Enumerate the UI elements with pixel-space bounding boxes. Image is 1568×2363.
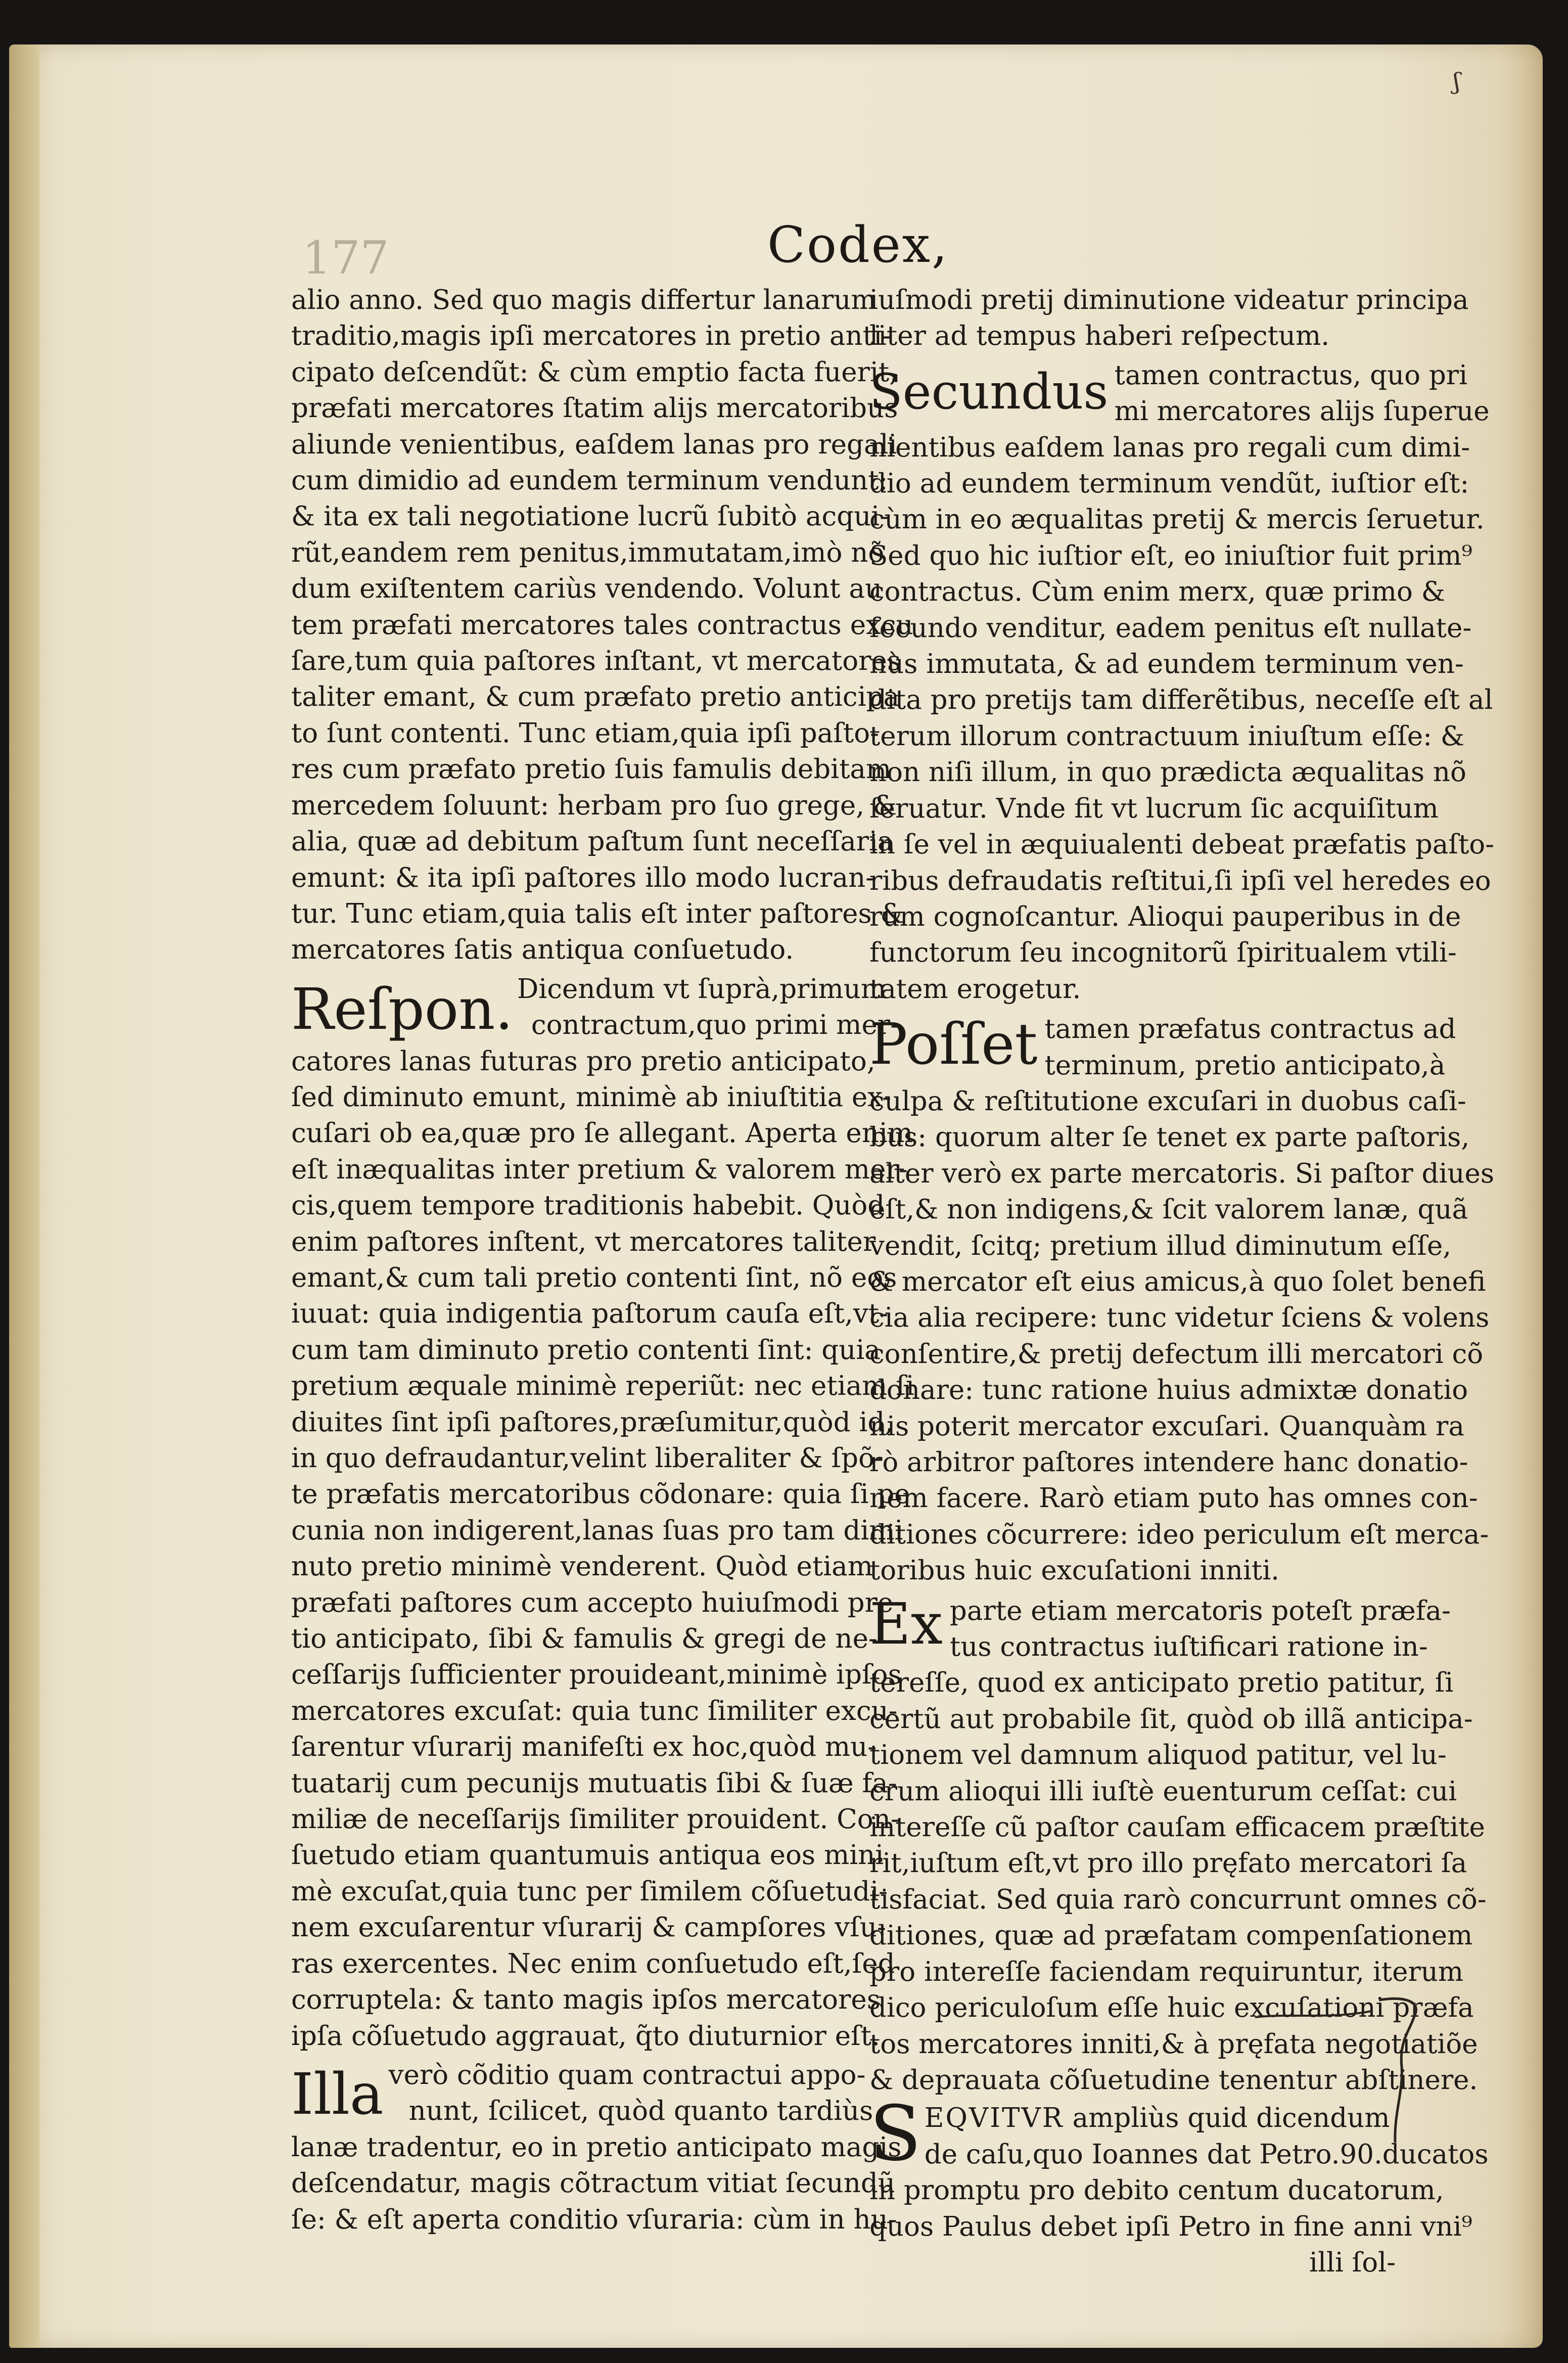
text-line: emunt: & ita ipſi paſtores illo modo lucran- [291, 862, 875, 893]
text-line: contractum,quo primi mer- [531, 1010, 900, 1041]
text-line: catores lanas futuras pro pretio anticipato, [291, 1046, 875, 1077]
secundus-body [869, 430, 1495, 1008]
text-line: & ita ex tali negotiatione lucrũ ſubitò acqui- [291, 501, 889, 532]
text-line: eſt,& non indigens,& ſcit valorem lanæ, quã [869, 1194, 1468, 1225]
text-line: ras exercentes. Nec enim conſuetudo eſt,ſed [291, 1948, 895, 1979]
text-line: tamen præfatus contractus ad [1044, 1014, 1456, 1045]
text-line: præfati mercatores ſtatim alijs mercatoribus [291, 393, 898, 424]
text-line: enim paſtores inſtent, vt mercatores taliter [291, 1226, 876, 1257]
section-heading-illa: Illa [291, 2061, 384, 2127]
text-line: diuites ſint ipſi paſtores,præſumitur,quòd id, [291, 1406, 894, 1438]
text-line: de caſu,quo Ioannes dat Petro.90.ducatos [924, 2139, 1489, 2170]
text-line: vendit, ſcitq; pretium illud diminutum eſſe, [869, 1230, 1452, 1261]
text-line: crum alioqui illi iuſtè euenturum ceſſat: cui [869, 1776, 1457, 1807]
folio-number-ghost: 177 [302, 232, 389, 285]
respon-body [291, 1043, 914, 2054]
text-line: deſcendatur, magis cõtractum vitiat ſecundũ [291, 2168, 895, 2199]
text-line: terminum, pretio anticipato,à [1044, 1050, 1446, 1081]
text-line: toribus huic excuſationi inniti. [869, 1555, 1279, 1586]
text-line: ſed diminuto emunt, minimè ab iniuſtitia ex- [291, 1081, 892, 1113]
text-line: non niſi illum, in quo prædicta æqualitas nõ [869, 757, 1466, 788]
text-line: traditio,magis ipſi mercatores in pretio anti- [291, 321, 891, 352]
text-line: cùm in eo æqualitas pretij & mercis ſeruetur. [869, 504, 1485, 535]
text-line: corruptela: & tanto magis ipſos mercatores [291, 1984, 881, 2016]
left-column [291, 282, 914, 2238]
text-line: cuſari ob ea,quæ pro ſe allegant. Aperta enim [291, 1118, 913, 1149]
text-line: & deprauata cõſuetudine tenentur abſtinere. [869, 2064, 1478, 2096]
text-line: pretium æquale minimè reperiũt: nec etiam ſi [291, 1371, 914, 1402]
text-line: ribus defraudatis reſtitui,ſi ipſi vel heredes eo [869, 865, 1491, 896]
text-line: emant,& cum tali pretio contenti ſint, nõ eos [291, 1262, 897, 1293]
text-line: rum cognoſcantur. Alioqui pauperibus in de [869, 901, 1461, 932]
text-line: tem præfati mercatores tales contractus excu [291, 609, 913, 641]
text-line: nientibus eaſdem lanas pro regali cum dimi- [869, 432, 1470, 463]
book-page [9, 44, 1543, 2348]
text-line: rò arbitror paſtores intendere hanc donatio- [869, 1447, 1468, 1478]
section-heading-secundus: Secundus [869, 363, 1109, 420]
text-line: rit,iuſtum eſt,vt pro illo pręfato mercatori ſa [869, 1848, 1467, 1879]
text-line: alio anno. Sed quo magis differtur lanarum [291, 285, 877, 315]
text-line: Dicendum vt ſuprà,primum [517, 973, 887, 1005]
catchword: illi ſol- [1309, 2247, 1396, 2278]
text-line: ſuetudo etiam quantumuis antiqua eos mini [291, 1840, 884, 1871]
handwritten-bracket-mark [1374, 1996, 1435, 2148]
section-heading-respon: Reſpon. [291, 976, 513, 1042]
text-line: iuſmodi pretij diminutione videatur principa [869, 285, 1469, 315]
text-line: cum dimidio ad eundem terminum vendunt: [291, 465, 888, 496]
text-line: quos Paulus debet ipſi Petro in fine anni vni⁹ [869, 2211, 1472, 2242]
text-line: certũ aut probabile ſit, quòd ob illã anticipa- [869, 1703, 1473, 1735]
text-line: tus contractus iuſtificari ratione in- [949, 1631, 1428, 1663]
text-line: taliter emant, & cum præfato pretio anticipa [291, 681, 900, 713]
right-column [869, 282, 1495, 2281]
text-line: lanæ tradentur, eo in pretio anticipato magis [291, 2131, 902, 2163]
right-column-opening [869, 282, 1469, 354]
text-line: to ſunt contenti. Tunc etiam,quia ipſi paſto- [291, 717, 880, 749]
text-line: pro intereſſe faciendam requiruntur, iterum [869, 1956, 1464, 1987]
ex-section [869, 1591, 1451, 1665]
text-line: tisfaciat. Sed quia rarò concurrunt omnes cõ- [869, 1884, 1487, 1915]
text-line: tuatarij cum pecunijs mutuatis ſibi & ſuæ fa- [291, 1767, 897, 1799]
text-line: dum exiſtentem cariùs vendendo. Volunt au [291, 573, 883, 605]
text-line: bus: quorum alter ſe tenet ex parte paſtoris, [869, 1122, 1470, 1153]
text-line: ſarentur vſurarij manifeſti ex hoc,quòd mu- [291, 1732, 877, 1763]
text-line: ceſſarijs ſufficienter prouideant,minimè ipſos [291, 1659, 902, 1691]
text-line: in ſe vel in æquiualenti debeat præfatis paſto- [869, 829, 1495, 860]
text-line: parte etiam mercatoris poteſt præfa- [949, 1595, 1451, 1626]
sequitur-line1: ampliùs quid dicendum [1072, 2103, 1390, 2134]
text-line: ſecundo venditur, eadem penitus eſt nullate- [869, 612, 1472, 644]
illa-body [291, 2129, 902, 2238]
text-line: eſt inæqualitas inter pretium & valorem mer- [291, 1154, 908, 1185]
text-line: ditiones cõcurrere: ideo periculum eſt merca- [869, 1519, 1489, 1550]
sequitur-body [869, 2172, 1472, 2281]
text-line: tos mercatores inniti,& à pręfata negotiatiõe [869, 2028, 1478, 2060]
text-line: culpa & reſtitutione excuſari in duobus caſi- [869, 1085, 1466, 1117]
text-line: nùs immutata, & ad eundem terminum ven- [869, 649, 1464, 680]
ex-body [869, 1665, 1487, 2098]
text-line: tio anticipato, ſibi & famulis & gregi de ne- [291, 1623, 878, 1655]
text-line: tatem erogetur. [869, 973, 1081, 1005]
respon-section [291, 971, 900, 1043]
text-line: intereſſe cũ paſtor cauſam efficacem præſtite [869, 1812, 1485, 1843]
text-line: liter ad tempus haberi reſpectum. [869, 321, 1330, 352]
left-column-opening [291, 282, 913, 968]
text-line: cia alia recipere: tunc videtur ſciens & volens [869, 1302, 1490, 1334]
text-line: tamen contractus, quo pri [1114, 359, 1468, 391]
text-line: cum tam diminuto pretio contenti ſint: quia [291, 1334, 881, 1366]
text-line: Sed quo hic iuſtior eſt, eo iniuſtior fuit prim⁹ [869, 540, 1472, 571]
text-line: ditiones, quæ ad præfatam compenſationem [869, 1920, 1473, 1951]
text-line: donare: tunc ratione huius admixtæ donatio [869, 1375, 1468, 1406]
sequitur-section [869, 2090, 1489, 2178]
section-heading-ex: Ex [869, 1591, 943, 1657]
text-line: tur. Tunc etiam,quia talis eſt inter paſtores & [291, 898, 904, 929]
posset-section [869, 1011, 1456, 1083]
text-line: tionem vel damnum aliquod patitur, vel lu- [869, 1740, 1447, 1771]
text-line: dita pro pretijs tam differẽtibus, neceſſe eſt al [869, 685, 1493, 716]
text-line: iuuat: quia indigentia paſtorum cauſa eſt,vt- [291, 1298, 889, 1330]
text-line: præfati paſtores cum accepto huiuſmodi pre [291, 1587, 894, 1618]
text-line: nunt, ſcilicet, quòd quanto tardiùs [408, 2096, 873, 2127]
text-line: nem excuſarentur vſurarij & campſores vſu- [291, 1912, 886, 1943]
text-line: cis,quem tempore traditionis habebit. Quòd [291, 1190, 885, 1221]
text-line: rũt,eandem rem penitus,immutatam,imò nõ [291, 537, 885, 568]
text-line: verò cõditio quam contractui appo- [388, 2059, 866, 2091]
text-line: tereſſe, quod ex anticipato pretio patitur, ſi [869, 1667, 1454, 1699]
text-line: ſare,tum quia paſtores inſtant, vt mercatores [291, 646, 901, 677]
text-line: nis poterit mercator excuſari. Quanquàm ra [869, 1411, 1464, 1442]
illa-section [291, 2057, 873, 2129]
drop-cap-s: S [869, 2090, 921, 2178]
text-line: alia, quæ ad debitum paſtum ſunt neceſſaria [291, 826, 894, 857]
text-line: res cum præfato pretio ſuis famulis debitam [291, 754, 892, 785]
secundus-section [869, 357, 1490, 430]
text-line: contractus. Cùm enim merx, quæ primo & [869, 576, 1445, 608]
posset-body [869, 1083, 1495, 1589]
text-line: mercedem ſoluunt: herbam pro ſuo grege, & [291, 790, 897, 821]
text-line: aliunde venientibus, eaſdem lanas pro regali [291, 429, 897, 460]
corner-mark: ᶴ [1453, 65, 1462, 112]
text-line: dio ad eundem terminum vendũt, iuſtior eſt: [869, 468, 1469, 499]
text-line: mercatores excuſat: quia tunc ſimiliter excu- [291, 1695, 898, 1726]
text-line: miliæ de neceſſarijs ſimiliter prouident. Con- [291, 1804, 900, 1835]
handwritten-underline-mark [1253, 2006, 1374, 2021]
text-line: dico periculoſum eſſe huic excuſationi præfa [869, 1992, 1474, 2024]
text-line: conſentire,& pretij defectum illi mercatori cõ [869, 1338, 1484, 1370]
gutter-edge [9, 44, 39, 2348]
text-line: in quo defraudantur,velint liberaliter & ſpõ- [291, 1443, 884, 1474]
text-line: alter verò ex parte mercatoris. Si paſtor diues [869, 1158, 1495, 1189]
text-line: te præfatis mercatoribus cõdonare: quia ſi pe [291, 1479, 910, 1510]
text-line: ipſa cõſuetudo aggrauat, q̃to diuturnior eſt. [291, 2020, 880, 2052]
text-line: terum illorum contractuum iniuſtum eſſe: & [869, 720, 1465, 752]
text-line: mercatores ſatis antiqua conſuetudo. [291, 934, 794, 966]
text-line: functorum ſeu incognitorũ ſpiritualem vtili- [869, 937, 1457, 969]
text-line: mè excuſat,quia tunc per ſimilem cõſuetudi- [291, 1876, 888, 1907]
text-line: cunia non indigerent,lanas ſuas pro tam dimi [291, 1515, 903, 1546]
text-line: in promptu pro debito centum ducatorum, [869, 2175, 1444, 2206]
sequitur-word: EQVITVR [924, 2103, 1064, 2134]
text-line: & mercator eſt eius amicus,à quo ſolet benefi [869, 1266, 1486, 1297]
text-line: nem facere. Rarò etiam puto has omnes con- [869, 1483, 1478, 1514]
text-line: ſe: & eſt aperta conditio vſuraria: cùm in hu- [291, 2204, 897, 2235]
section-heading-posset: Poſſet [869, 1012, 1038, 1078]
text-line: ſeruatur. Vnde fit vt lucrum ſic acquiſitum [869, 793, 1439, 824]
running-head: Codex, [767, 216, 949, 274]
text-line: cipato deſcendũt: & cùm emptio facta fuerit, [291, 356, 898, 388]
text-line: mi mercatores alijs ſuperue [1114, 396, 1490, 427]
text-line: nuto pretio minimè venderent. Quòd etiam [291, 1551, 873, 1582]
